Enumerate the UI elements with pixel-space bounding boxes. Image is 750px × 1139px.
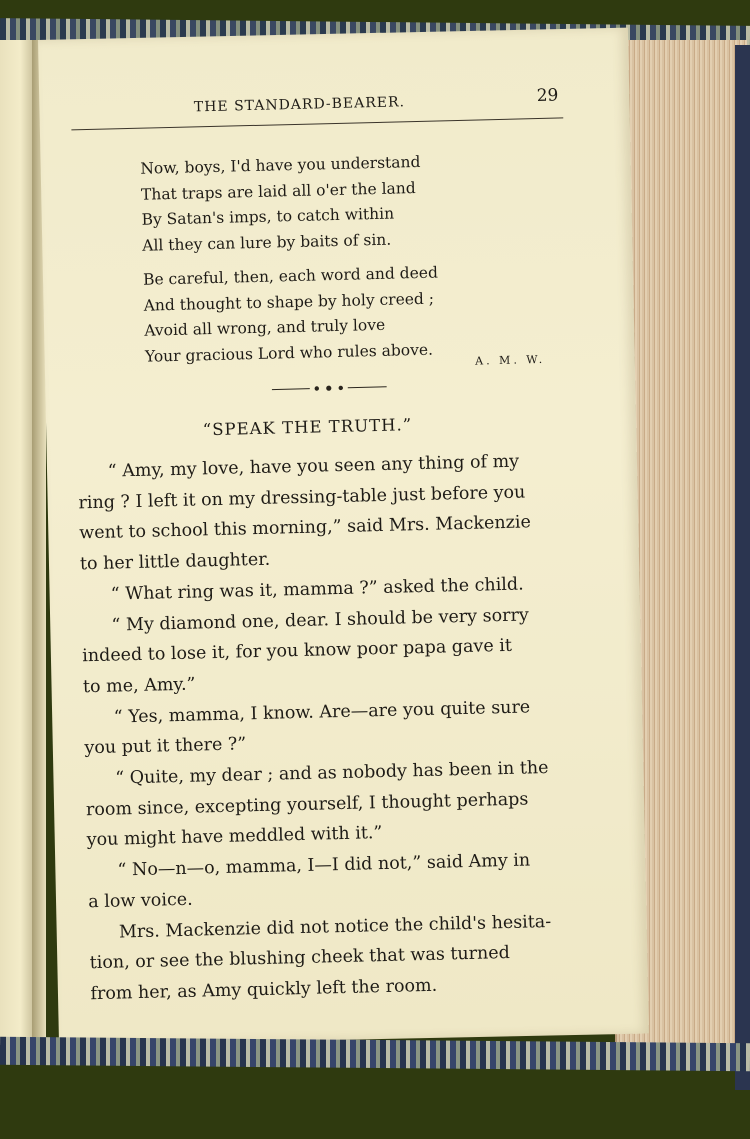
text-line: “ What ring was it, mamma ?” asked the child. — [110, 574, 524, 605]
poem-line: Avoid all wrong, and truly love — [144, 315, 386, 340]
poem-line: All they can lure by baits of sin. — [142, 230, 392, 255]
section-ornament — [272, 381, 387, 396]
text-line: tion, or see the blushing cheek that was turned — [89, 943, 511, 974]
poem-line: And thought to shape by holy creed ; — [143, 289, 435, 315]
story-title: “SPEAK THE TRUTH.” — [202, 415, 413, 440]
text-line: “ No—n—o, mamma, I—I did not,” said Amy in — [117, 850, 531, 881]
text-line: “ My diamond one, dear. I should be very sorry — [111, 604, 529, 636]
poem-line: Your gracious Lord who rules above. — [144, 340, 434, 366]
running-head-title: THE STANDARD-BEARER. — [193, 94, 406, 116]
text-line: “ Yes, mamma, I know. Are—are you quite sure — [113, 697, 531, 728]
page-number: 29 — [536, 85, 559, 107]
poem-stanza-2 — [143, 261, 440, 370]
text-line: a low voice. — [88, 889, 193, 913]
text-line: indeed to lose it, for you know poor papa gave it — [82, 636, 513, 667]
text-line: “ Amy, my love, have you seen any thing of my — [107, 451, 520, 482]
poem-line: By Satan's imps, to catch within — [141, 204, 395, 229]
story-paragraph — [77, 445, 586, 580]
poem-author-initials: A. M. W. — [475, 352, 546, 368]
story-paragraph — [85, 752, 593, 856]
text-line: from her, as Amy quickly left the room. — [90, 975, 438, 1005]
text-line: “ Quite, my dear ; and as nobody has been in the — [115, 757, 549, 789]
story-paragraph — [89, 905, 597, 1009]
text-line: went to school this morning,” said Mrs. Mackenzie — [79, 512, 532, 544]
text-line: to her little daughter. — [79, 549, 271, 575]
poem-stanza-1 — [140, 150, 423, 259]
text-line: room since, excepting yourself, I thought perhaps — [85, 789, 529, 820]
story-paragraph — [81, 598, 589, 702]
text-line: Mrs. Mackenzie did not notice the child's hesita- — [118, 911, 552, 943]
text-line: you put it there ?” — [84, 734, 247, 759]
story-body — [77, 445, 596, 1010]
text-line: you might have meddled with it.” — [86, 823, 383, 851]
header-rule — [71, 117, 563, 130]
poem-line: Now, boys, I'd have you understand — [140, 152, 421, 178]
text-line: ring ? I left it on my dressing-table just before you — [78, 482, 526, 514]
text-line: to me, Amy.” — [82, 674, 196, 698]
poem-line: Be careful, then, each word and deed — [142, 263, 439, 289]
poem-line: That traps are laid all o'er the land — [140, 178, 416, 204]
